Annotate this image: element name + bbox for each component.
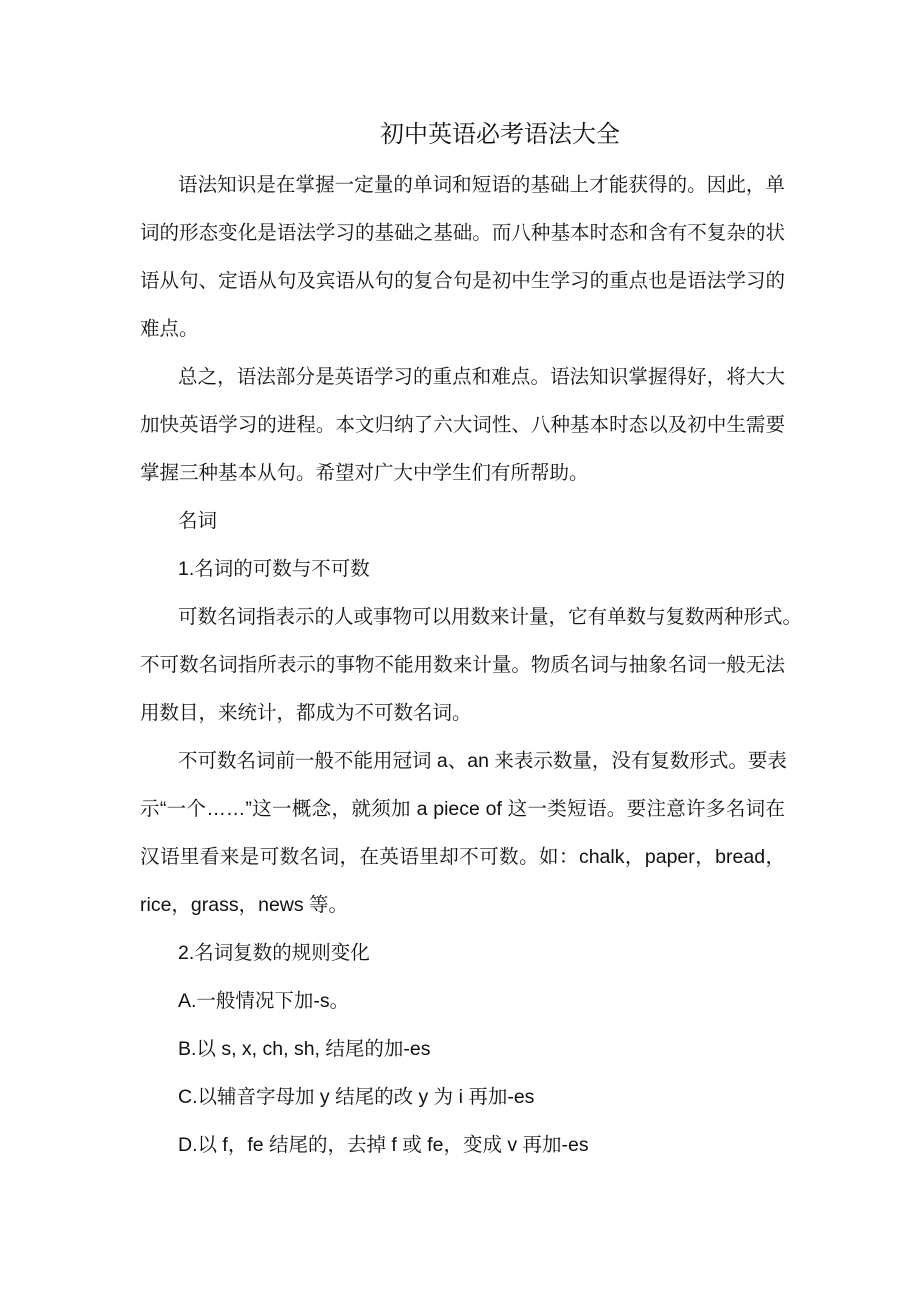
paragraph xyxy=(140,161,785,353)
paragraph-line: 不可数名词前一般不能用冠词 a、an 来表示数量，没有复数形式。要表 xyxy=(178,750,787,772)
paragraph-line: A.一般情况下加-s。 xyxy=(178,990,350,1012)
paragraph-line: 语法知识是在掌握一定量的单词和短语的基础上才能获得的。因此，单 xyxy=(178,174,785,196)
paragraph-line: D.以 f，fe 结尾的，去掉 f 或 fe，变成 v 再加-es xyxy=(178,1134,589,1156)
paragraph-line: C.以辅音字母加 y 结尾的改 y 为 i 再加-es xyxy=(178,1086,535,1108)
paragraph-line: 不可数名词指所表示的事物不能用数来计量。物质名词与抽象名词一般无法 xyxy=(140,654,785,676)
paragraph xyxy=(140,977,785,1025)
paragraph xyxy=(140,593,803,737)
paragraph-line: 1.名词的可数与不可数 xyxy=(178,558,370,580)
paragraph-line: 掌握三种基本从句。希望对广大中学生们有所帮助。 xyxy=(140,462,589,484)
paragraph xyxy=(140,353,785,497)
paragraph-line: 词的形态变化是语法学习的基础之基础。而八种基本时态和含有不复杂的状 xyxy=(140,222,785,244)
paragraph-line: rice，grass，news 等。 xyxy=(140,894,349,916)
paragraph-line: 2.名词复数的规则变化 xyxy=(178,942,370,964)
paragraph-line: B.以 s, x, ch, sh, 结尾的加-es xyxy=(178,1038,431,1060)
document-title: 初中英语必考语法大全 xyxy=(380,122,620,148)
paragraph xyxy=(140,737,785,929)
paragraph xyxy=(140,1121,785,1169)
paragraph-line: 可数名词指表示的人或事物可以用数来计量，它有单数与复数两种形式。 xyxy=(178,606,803,628)
paragraph xyxy=(140,1025,785,1073)
paragraph-line: 用数目，来统计，都成为不可数名词。 xyxy=(140,702,472,724)
paragraph xyxy=(140,545,785,593)
paragraph-line: 名词 xyxy=(178,510,218,532)
paragraph xyxy=(140,929,785,977)
paragraph-line: 加快英语学习的进程。本文归纳了六大词性、八种基本时态以及初中生需要 xyxy=(140,414,785,436)
paragraph-line: 难点。 xyxy=(140,318,199,340)
paragraph-line: 总之，语法部分是英语学习的重点和难点。语法知识掌握得好，将大大 xyxy=(178,366,785,388)
paragraph xyxy=(140,1073,785,1121)
paragraph-line: 示“一个……”这一概念，就须加 a piece of 这一类短语。要注意许多名词在 xyxy=(140,798,785,820)
paragraph-line: 汉语里看来是可数名词，在英语里却不可数。如：chalk，paper，bread， xyxy=(140,846,785,868)
document-body xyxy=(140,161,803,1169)
paragraph-line: 语从句、定语从句及宾语从句的复合句是初中生学习的重点也是语法学习的 xyxy=(140,270,785,292)
paragraph xyxy=(140,497,785,545)
